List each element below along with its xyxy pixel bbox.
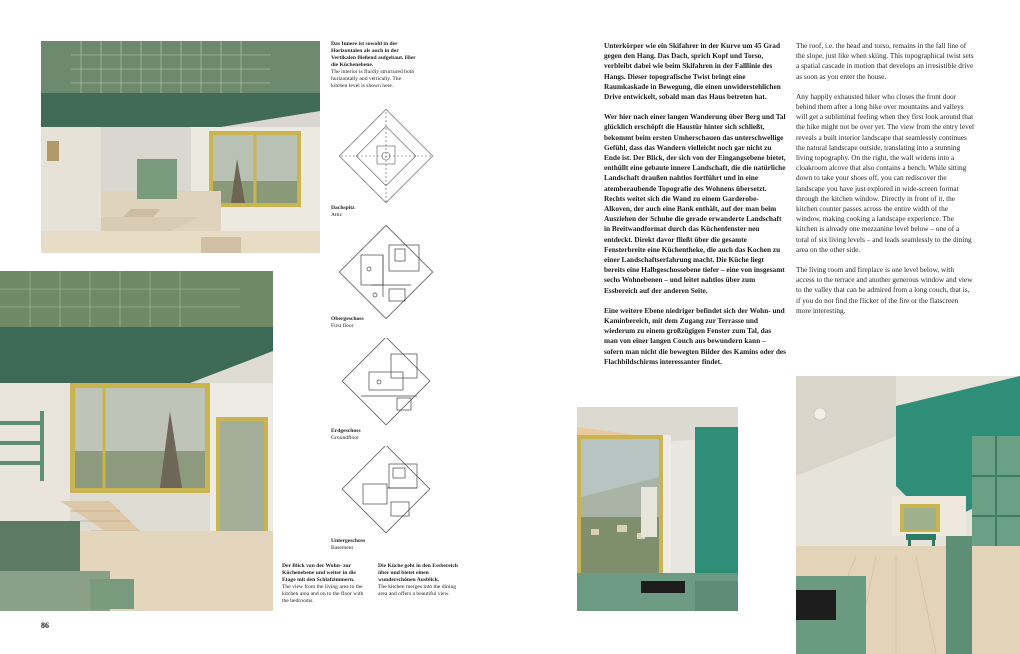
caption-english: The kitchen merges into the dining area and offers a beautiful view. xyxy=(378,584,457,597)
photo-dining-shelving xyxy=(796,376,1020,654)
page-number: 86 xyxy=(41,621,49,630)
plan-label-first-floor: Obergeschoss First floor xyxy=(331,316,364,329)
caption-german: Das Innere ist sowohl in der Horizontalen als auch in der Vertikalen fließend aufgebaut. Hier die Küchenebene. xyxy=(331,41,416,68)
photo-living-room xyxy=(0,271,273,611)
paragraph: Unterkörper wie ein Skifahrer in der Kurve um 45 Grad gegen den Hang. Das Dach, sprich Kopf und Torso, verbleibt dabei wie beim Skifahren in der Falllinie des Hangs. Dieser topografische Twist bringt eine Raumkaskade in Bewegung, die einen unwiderstehlichen Drive entwickelt, sobald man das Haus betreten hat. xyxy=(604,41,781,102)
paragraph: Any happily exhausted hiker who closes the front door behind them after a long hike over mountains and valleys will get a subliminal feeling when they first look around that the hike might not be over yet. The view from the entry level reveals a built interior landscape that seamlessly continues the natural landscape outside, translating into a stunning living topography. On the right, the wall widens into a cloakroom alcove that also contains a bench. While sitting down to take your shoes off, you can rediscover the landscape you have just explored in wide-screen format through the kitchen window. Directly in front of it, the kitchen counter passes across the entire width of the window, making cooking a landscape experience. The kitchen is already one mezzanine level below – one of a total of six living levels – and leads seamlessly to the dining area on the other side. xyxy=(796,91,974,254)
floor-plan-first-floor xyxy=(331,225,441,321)
caption-english: The view from the living area to the kitchen area and on to the floor with the bedrooms. xyxy=(282,584,364,604)
plan-label-attic: Dachspitz Attic xyxy=(331,205,355,218)
floor-plan-attic xyxy=(331,108,441,206)
plan-label-basement: Untergeschoss Basement xyxy=(331,538,366,551)
paragraph: Wer hier nach einer langen Wanderung über Berg und Tal glücklich erschöpft die Haustür hinter sich schließt, bekommt beim ersten Umherschauen das unterschwellige Gefühl, dass das Wandern vielleicht noch gar nicht zu Ende ist. Der Blick, der sich von der Eingangsebene bietet, enthüllt eine gebaute innere Landschaft, die die natürliche Landschaft draußen nahtlos fortführt und in eine atemberaubende Topografie des Wohnens übersetzt. Rechts weitet sich die Wand zu einem Garderobe-Alkoven, der auch eine Bank enthält, auf der man beim Ausziehen der Schuhe die gerade erwanderte Landschaft in Breitwandformat durch das Küchenfenster neu entdeckt. Direkt davor fließt über die gesamte Fensterbreite eine Küchentheke, die auch das Kochen zu einer Landschaftserfahrung macht. Die Küche liegt bereits eine Halbgeschossebene tiefer – eine von insgesamt sechs Wohnebenen – und leitet nahtlos über zum Essbereich auf der anderen Seite. xyxy=(604,112,786,295)
caption-kitchen-dining xyxy=(378,563,464,598)
floor-plan-groundfloor xyxy=(331,338,441,428)
caption-german: Die Küche geht in den Essbereich über und bietet einen wunderschönen Ausblick. xyxy=(378,563,458,583)
floor-plan-basement xyxy=(331,446,441,536)
caption-living-view xyxy=(282,563,368,605)
paragraph: Eine weitere Ebene niedriger befindet sich der Wohn- und Kaminbereich, mit dem Zugang zur Terrasse und wiederum zu einem großzügigen Fenster zum Tal, das man von einer langen Couch aus bewundern kann – sofern man nicht die bewegten Bilder des Kamins oder des Flachbildschirms interessanter findet. xyxy=(604,305,786,366)
photo-kitchen-level xyxy=(41,41,320,253)
caption-german: Der Blick von der Wohn- zur Küchenebene und weiter in die Etage mit den Schlafzimmern. xyxy=(282,563,356,583)
paragraph: The roof, i.e. the head and torso, remains in the fall line of the slope, just like when skiing. This topographical twist sets a spatial cascade in motion that develops an irresistible drive as soon as you enter the house. xyxy=(796,41,974,81)
english-text-column xyxy=(796,41,974,326)
german-text-column xyxy=(604,41,786,377)
photo-kitchen-window xyxy=(577,407,738,611)
plan-label-groundfloor: Erdgeschoss Groundfloor xyxy=(331,428,361,441)
caption-kitchen-level xyxy=(331,41,417,90)
caption-english: The interior is fluidly structured both horizontally and vertically. The kitchen level is shown here. xyxy=(331,69,415,89)
paragraph: The living room and fireplace is one level below, with access to the terrace and another generous window and view to the valley that can be admired from a long couch, that is, if you do not find the flicker of the fire or the flatscreen more interesting. xyxy=(796,265,973,315)
